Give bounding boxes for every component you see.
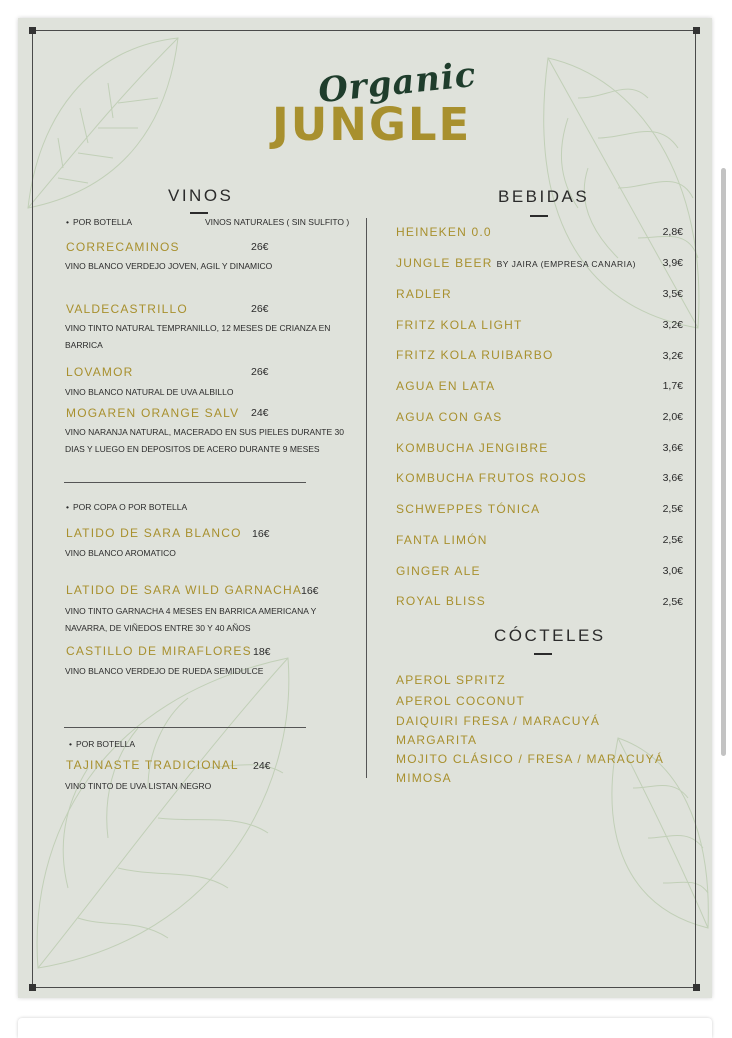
cocktail-item: MARGARITA bbox=[396, 733, 478, 747]
drink-price: 3,6€ bbox=[662, 472, 683, 484]
next-page-edge bbox=[18, 1018, 712, 1038]
drink-name: KOMBUCHA JENGIBRE bbox=[396, 441, 549, 455]
menu-page bbox=[18, 18, 712, 998]
wine-price: 24€ bbox=[253, 760, 271, 772]
frame-corner bbox=[693, 27, 700, 34]
wine-description: VINO BLANCO VERDEJO JOVEN, AGIL Y DINAMICO bbox=[65, 261, 273, 271]
wine-name: MOGAREN ORANGE SALV bbox=[66, 406, 240, 420]
drink-name: AGUA EN LATA bbox=[396, 379, 496, 393]
group-label: • POR COPA O POR BOTELLA bbox=[66, 502, 187, 512]
drink-price: 2,5€ bbox=[662, 503, 683, 515]
drink-price: 3,0€ bbox=[662, 565, 683, 577]
drink-name: RADLER bbox=[396, 287, 452, 301]
frame-corner bbox=[29, 27, 36, 34]
frame-corner bbox=[693, 984, 700, 991]
drink-name bbox=[396, 256, 636, 270]
wine-name: LOVAMOR bbox=[66, 365, 134, 379]
drink-name: FANTA LIMÓN bbox=[396, 533, 488, 547]
wine-description: VINO BLANCO VERDEJO DE RUEDA SEMIDULCE bbox=[65, 666, 264, 676]
cocktail-item: MIMOSA bbox=[396, 771, 452, 785]
drink-name: FRITZ KOLA LIGHT bbox=[396, 318, 523, 332]
wine-description: VINO TINTO NATURAL TEMPRANILLO, 12 MESES DE CRIANZA EN BARRICA bbox=[65, 323, 331, 350]
drink-price: 3,6€ bbox=[662, 442, 683, 454]
wine-price: 26€ bbox=[251, 241, 269, 253]
wine-description: VINO TINTO DE UVA LISTAN NEGRO bbox=[65, 781, 212, 791]
wine-price: 18€ bbox=[253, 646, 271, 658]
wine-price: 26€ bbox=[251, 303, 269, 315]
page-scrollbar[interactable] bbox=[721, 168, 726, 756]
wine-price: 16€ bbox=[301, 585, 319, 597]
cocteles-title: CÓCTELES bbox=[494, 626, 606, 645]
wine-name: CASTILLO DE MIRAFLORES bbox=[66, 644, 252, 658]
drink-name: GINGER ALE bbox=[396, 564, 481, 578]
drink-name: FRITZ KOLA RUIBARBO bbox=[396, 348, 554, 362]
drink-name: HEINEKEN 0.0 bbox=[396, 225, 492, 239]
drink-price: 2,0€ bbox=[662, 411, 683, 423]
drink-price: 1,7€ bbox=[662, 380, 683, 392]
frame-corner bbox=[29, 984, 36, 991]
cocktail-item: MOJITO CLÁSICO / FRESA / MARACUYÁ bbox=[396, 752, 665, 766]
drink-price: 2,8€ bbox=[662, 226, 683, 238]
wine-price: 16€ bbox=[252, 528, 270, 540]
wine-description: VINO BLANCO AROMATICO bbox=[65, 548, 176, 558]
wine-description: VINO BLANCO NATURAL DE UVA ALBILLO bbox=[65, 387, 234, 397]
bebidas-title-dash bbox=[530, 215, 548, 217]
section-divider bbox=[64, 727, 306, 728]
drink-price: 3,5€ bbox=[662, 288, 683, 300]
drink-name: ROYAL BLISS bbox=[396, 594, 486, 608]
drink-price: 3,2€ bbox=[662, 350, 683, 362]
drink-price: 2,5€ bbox=[662, 596, 683, 608]
group-label: • POR BOTELLA bbox=[66, 217, 132, 227]
drink-name: KOMBUCHA FRUTOS ROJOS bbox=[396, 471, 587, 485]
cocktail-item: APEROL SPRITZ bbox=[396, 673, 506, 687]
wine-name: VALDECASTRILLO bbox=[66, 302, 188, 316]
wine-price: 24€ bbox=[251, 407, 269, 419]
wine-name: CORRECAMINOS bbox=[66, 240, 180, 254]
wine-name: TAJINASTE TRADICIONAL bbox=[66, 758, 239, 772]
wine-description: VINO NARANJA NATURAL, MACERADO EN SUS PIELES DURANTE 30 DIAS Y LUEGO EN DEPOSITOS DE ACERO DURANTE 9 MESES bbox=[65, 427, 344, 454]
wine-name: LATIDO DE SARA WILD GARNACHA bbox=[66, 583, 303, 597]
group-label: • POR BOTELLA bbox=[69, 739, 135, 749]
cocktail-item: DAIQUIRI FRESA / MARACUYÁ bbox=[396, 714, 601, 728]
group-note: VINOS NATURALES ( SIN SULFITO ) bbox=[205, 217, 350, 227]
wine-description: VINO TINTO GARNACHA 4 MESES EN BARRICA AMERICANA Y NAVARRA, DE VIÑEDOS ENTRE 30 Y 40 AÑOS bbox=[65, 606, 317, 633]
wine-price: 26€ bbox=[251, 366, 269, 378]
drink-note: BY JAIRA (EMPRESA CANARIA) bbox=[496, 259, 636, 269]
vinos-title: VINOS bbox=[168, 186, 234, 205]
drink-name: SCHWEPPES TÓNICA bbox=[396, 502, 541, 516]
logo-script-text: Organic bbox=[316, 54, 479, 112]
column-divider bbox=[366, 218, 367, 778]
section-divider bbox=[64, 482, 306, 483]
cocktail-item: APEROL COCONUT bbox=[396, 694, 526, 708]
drink-price: 2,5€ bbox=[662, 534, 683, 546]
cocteles-title-dash bbox=[534, 653, 552, 655]
drink-name-label: JUNGLE BEER bbox=[396, 256, 493, 270]
logo-main-text: JUNGLE bbox=[272, 98, 472, 151]
drink-name: AGUA CON GAS bbox=[396, 410, 503, 424]
drink-price: 3,2€ bbox=[662, 319, 683, 331]
vinos-title-dash bbox=[190, 212, 208, 214]
wine-name: LATIDO DE SARA BLANCO bbox=[66, 526, 242, 540]
drink-price: 3,9€ bbox=[662, 257, 683, 269]
bebidas-title: BEBIDAS bbox=[498, 187, 590, 206]
